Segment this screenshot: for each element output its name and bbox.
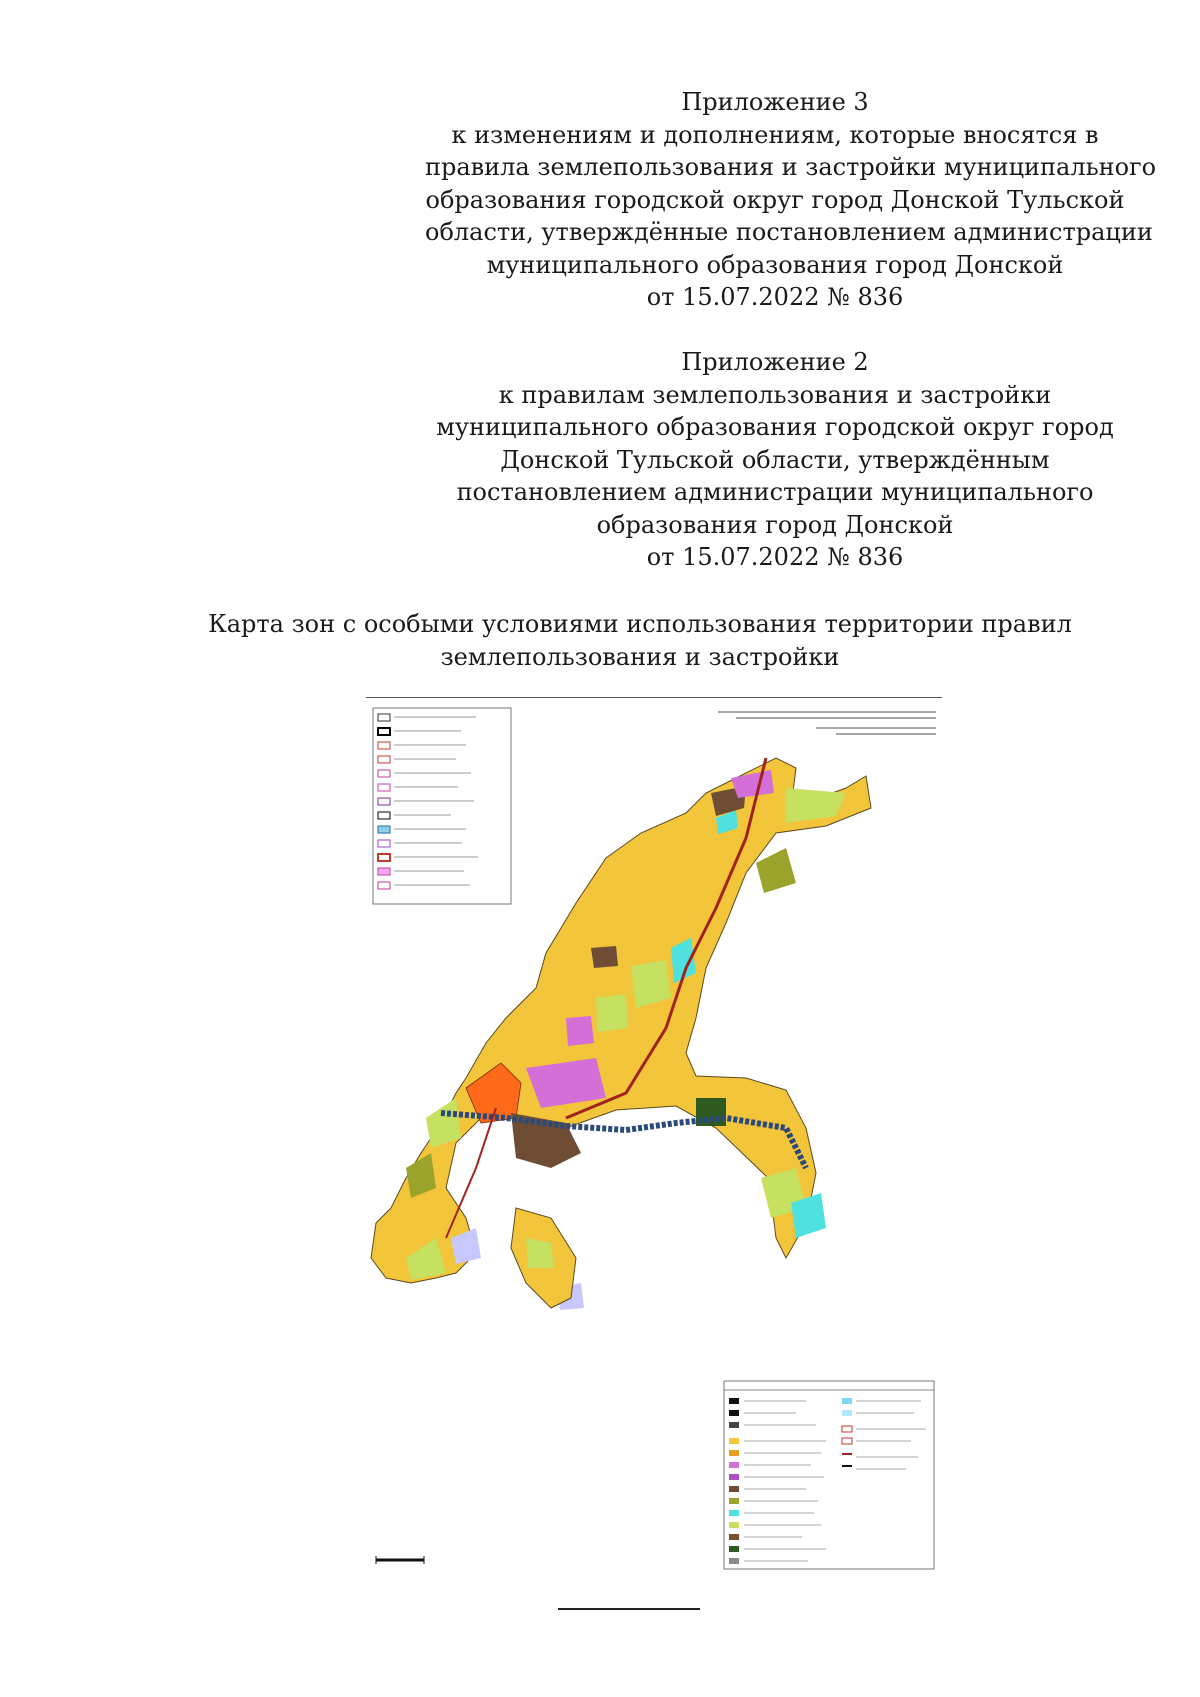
appendix-3-line: образования городской округ город Донской Тульской xyxy=(425,185,1125,214)
appendix-3-line: области, утверждённые постановлением администрации xyxy=(425,218,1153,246)
footer-rule xyxy=(558,1608,700,1610)
appendix-3-line: Приложение 3 xyxy=(681,88,869,116)
appendix-2-line: муниципального образования городской округ город xyxy=(436,413,1114,441)
appendix-2-line: от 15.07.2022 № 836 xyxy=(646,543,904,571)
map-legend-top-left xyxy=(373,708,511,904)
appendix-3-line: правила землепользования и застройки муниципального xyxy=(425,153,1157,181)
appendix-3-line: муниципального образования город Донской xyxy=(486,250,1064,279)
appendix-2-header xyxy=(425,346,1125,574)
appendix-2-line: к правилам землепользования и застройки xyxy=(498,380,1052,409)
map-caption-block xyxy=(718,712,936,734)
appendix-2-line: образования город Донской xyxy=(596,510,954,539)
map-scale-bar xyxy=(376,1556,424,1564)
zoning-map-image xyxy=(366,698,942,1578)
appendix-3-line: от 15.07.2022 № 836 xyxy=(646,283,904,311)
appendix-3-header xyxy=(425,86,1157,314)
appendix-2-line: Донской Тульской области, утверждённым xyxy=(500,445,1050,474)
appendix-3-line: к изменениям и дополнениям, которые вносятся в xyxy=(451,120,1099,149)
map-title xyxy=(160,608,1120,673)
appendix-2-line: Приложение 2 xyxy=(681,348,869,376)
map-title-line: Карта зон с особыми условиями использования территории правил xyxy=(208,610,1072,638)
map-title-line: землепользования и застройки xyxy=(440,642,840,671)
map-legend-bottom-right xyxy=(724,1381,934,1569)
appendix-2-line: постановлением администрации муниципального xyxy=(456,478,1094,506)
